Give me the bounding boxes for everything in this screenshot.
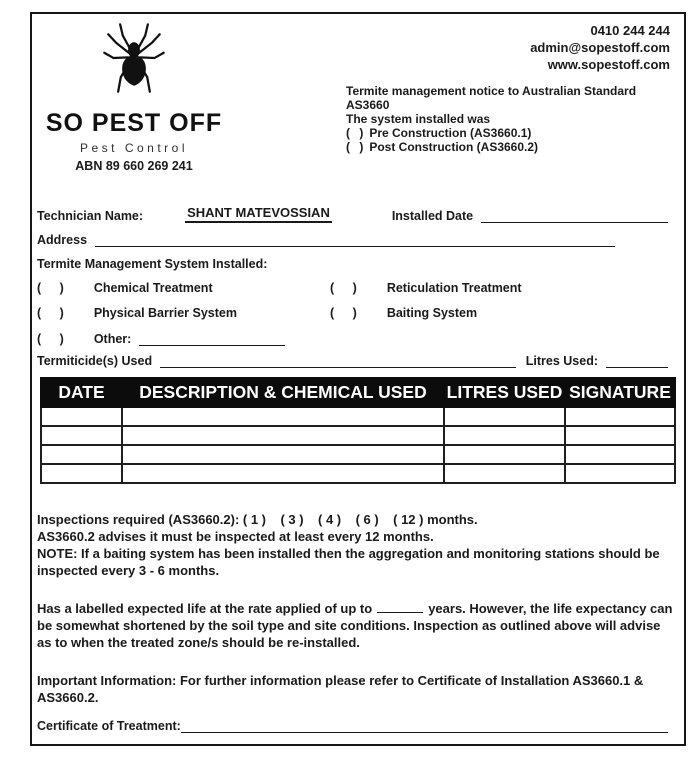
checkbox-row-1 xyxy=(37,281,668,295)
post-construction-label: Post Construction (AS3660.2) xyxy=(369,140,539,154)
contact-phone: 0410 244 244 xyxy=(590,23,670,38)
termiticide-label: Termiticide(s) Used xyxy=(37,354,153,368)
notice-heading-line2: AS3660 xyxy=(346,98,390,112)
contact-website: www.sopestoff.com xyxy=(547,57,670,72)
reticulation-treatment-checkbox[interactable]: ( ) xyxy=(330,281,357,295)
option-pre-construction xyxy=(346,126,676,140)
table-cell[interactable] xyxy=(41,407,122,426)
table-row xyxy=(41,426,675,445)
table-cell[interactable] xyxy=(565,426,675,445)
table-cell[interactable] xyxy=(41,464,122,483)
address-row xyxy=(37,232,668,247)
baiting-system-checkbox[interactable]: ( ) xyxy=(330,306,357,320)
note-line: NOTE: If a baiting system has been installed then the aggregation and monitoring stations should be inspected every 3 - 6 months. xyxy=(37,546,660,578)
col-header-litres: LITRES USED xyxy=(444,378,565,407)
baiting-system-label: Baiting System xyxy=(386,306,478,320)
installed-date-field[interactable] xyxy=(481,208,668,223)
termiticide-row xyxy=(37,353,668,368)
notice-heading-line1: Termite management notice to Australian Standard xyxy=(346,84,637,98)
notice-subheading: The system installed was xyxy=(346,112,491,126)
table-cell[interactable] xyxy=(565,445,675,464)
table-cell[interactable] xyxy=(122,445,444,464)
certificate-of-treatment-field[interactable] xyxy=(181,718,668,733)
important-information: Important Information: For further information please refer to Certificate of Installation AS3660.1 & AS3660.2. xyxy=(37,673,644,705)
inspections-required-line: Inspections required (AS3660.2): ( 1 ) ( 3 ) ( 4 ) ( 6 ) ( 12 ) months. xyxy=(37,512,478,527)
other-field[interactable] xyxy=(139,331,285,346)
standards-notice xyxy=(346,84,676,154)
address-field[interactable] xyxy=(95,232,615,247)
pre-construction-label: Pre Construction (AS3660.1) xyxy=(369,126,532,140)
certificate-row xyxy=(37,718,668,733)
litres-used-field[interactable] xyxy=(606,353,668,368)
col-header-date: DATE xyxy=(41,378,122,407)
table-cell[interactable] xyxy=(444,426,565,445)
other-checkbox[interactable]: ( ) xyxy=(37,332,64,346)
technician-name-value: SHANT MATEVOSSIAN xyxy=(185,205,332,223)
contact-block xyxy=(530,22,670,73)
table-cell[interactable] xyxy=(444,445,565,464)
table-cell[interactable] xyxy=(122,464,444,483)
pre-construction-checkbox[interactable]: ( ) xyxy=(346,126,364,140)
table-cell[interactable] xyxy=(444,464,565,483)
col-header-description: DESCRIPTION & CHEMICAL USED xyxy=(122,378,444,407)
table-header-row xyxy=(41,378,675,407)
address-label: Address xyxy=(37,233,88,247)
company-logo xyxy=(38,16,230,173)
post-construction-checkbox[interactable]: ( ) xyxy=(346,140,364,154)
company-name: SO PEST OFF xyxy=(45,109,223,137)
company-tagline: Pest Control xyxy=(79,141,189,155)
certificate-of-treatment-label: Certificate of Treatment: xyxy=(37,719,181,733)
table-cell[interactable] xyxy=(122,407,444,426)
checkbox-row-2 xyxy=(37,306,668,320)
contact-email: admin@sopestoff.com xyxy=(530,40,670,55)
expected-life-before: Has a labelled expected life at the rate applied of up to xyxy=(37,601,373,616)
chemical-treatment-label: Chemical Treatment xyxy=(93,281,213,295)
system-installed-heading: Termite Management System Installed: xyxy=(37,257,268,271)
physical-barrier-checkbox[interactable]: ( ) xyxy=(37,306,64,320)
technician-name-label: Technician Name: xyxy=(37,209,144,223)
table-cell[interactable] xyxy=(41,426,122,445)
technician-row xyxy=(37,205,668,223)
table-cell[interactable] xyxy=(444,407,565,426)
table-cell[interactable] xyxy=(41,445,122,464)
table-cell[interactable] xyxy=(565,407,675,426)
form-page xyxy=(30,12,686,746)
reticulation-treatment-label: Reticulation Treatment xyxy=(386,281,522,295)
checkbox-row-3 xyxy=(37,331,668,346)
expected-life-years-field[interactable] xyxy=(377,601,423,613)
table-row xyxy=(41,445,675,464)
expected-life-after: years. However, the life expectancy can be somewhat shortened by the soil type and site conditions. Inspection as outlined above will advise as to when the treated zone/s should be re-installed. xyxy=(37,601,673,650)
installed-date-label: Installed Date xyxy=(391,209,474,223)
table-cell[interactable] xyxy=(122,426,444,445)
col-header-signature: SIGNATURE xyxy=(565,378,675,407)
spider-icon xyxy=(101,16,167,108)
table-row xyxy=(41,464,675,483)
treatment-table xyxy=(40,377,676,484)
other-label: Other: xyxy=(93,332,132,346)
termiticide-field[interactable] xyxy=(160,353,516,368)
company-abn: ABN 89 660 269 241 xyxy=(75,159,193,173)
inspections-notes xyxy=(37,511,675,579)
physical-barrier-label: Physical Barrier System xyxy=(93,306,237,320)
expected-life-paragraph xyxy=(37,600,675,651)
advises-line: AS3660.2 advises it must be inspected at least every 12 months. xyxy=(37,529,434,544)
option-post-construction xyxy=(346,140,676,154)
litres-used-label: Litres Used: xyxy=(525,354,598,368)
chemical-treatment-checkbox[interactable]: ( ) xyxy=(37,281,64,295)
table-cell[interactable] xyxy=(565,464,675,483)
table-row xyxy=(41,407,675,426)
